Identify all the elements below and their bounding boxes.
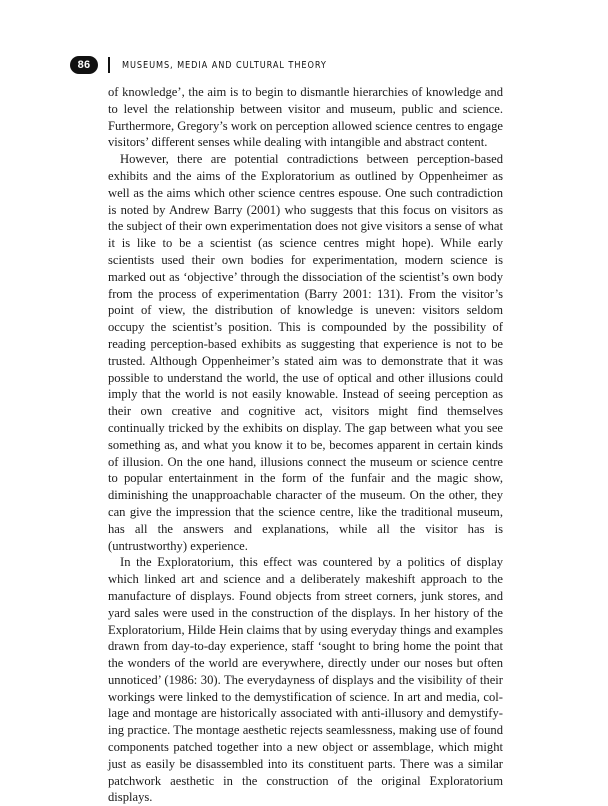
page-number: 86 — [70, 56, 98, 74]
paragraph: In the Exploratorium, this effect was countered by a politics of display which linked art and science and a deliberately makeshift approach to the manufacture of displays. Found objects from street corners, junk stores, and yard sales were used in the construction of the displays. In her history of the Exploratorium, Hilde Hein claims that by using everyday things and examples drawn from day-to-day experience, staff ‘sought to bring home the point that the wonders of the world are everywhere, directly under our noses but often unnoticed’ (1986: 30). The everydayness of displays and the visibility of their workings were linked to the demystification of science. In art and media, collage and montage are historically associated with anti-illusory and demystifying practice. The montage aesthetic rejects seamlessness, making use of found components patched together into a new object or assemblage, which might just as easily be disassembled into its constituent parts. There was a similar patchwork aesthetic in the construction of the original Exploratorium displays. — [108, 555, 503, 805]
body-text — [108, 84, 503, 806]
running-title: MUSEUMS, MEDIA AND CULTURAL THEORY — [122, 59, 327, 71]
paragraph: of knowledge’, the aim is to begin to dismantle hierarchies of knowledge and to level the relationship between visitor and museum, public and science. Furthermore, Gregory’s work on perception allowed science centres to engage visitors’ different senses while dealing with intangible and abstract content. — [108, 85, 503, 150]
running-head — [70, 55, 372, 75]
paragraph: However, there are potential contradictions between perception-based exhibits and the aims of the Exploratorium as outlined by Oppenheimer as well as the aims which other science centres espouse. One such contradiction is noted by Andrew Barry (2001) who suggests that this focus on visitors as the subject of their own experimentation does not give visitors a sense of what it is like to be a scientist (as science centres might hope). While early scientists used their own bodies for experimentation, modern science is marked out as ‘objective’ through the dissociation of the scientist’s own body from the process of experimentation (Barry 2001: 131). From the visitor’s point of view, the distribution of knowledge is uneven: visitors seldom occupy the scientist’s position. This is compounded by the possibility of reading perception-based exhibits as suggesting that experience is not to be trusted. Although Oppenheimer’s stated aim was to demonstrate that it was possible to understand the world, the use of optical and other illusions could imply that the world is not easily knowable. Instead of seeing perception as their own creative and cognitive act, visitors might find themselves continually tricked by the exhibits on display. The gap between what you see something as, and what you know it to be, becomes apparent in certain kinds of illusion. On the one hand, illusions connect the museum or science centre to popular entertainment in the form of the funfair and the magic show, diminishing the unapproachable character of the museum. On the other, they can give the impression that the science centre, like the traditional museum, has all the answers and explanations, while all the visitor has is (untrustworthy) experience. — [108, 152, 503, 553]
header-divider — [108, 57, 110, 73]
